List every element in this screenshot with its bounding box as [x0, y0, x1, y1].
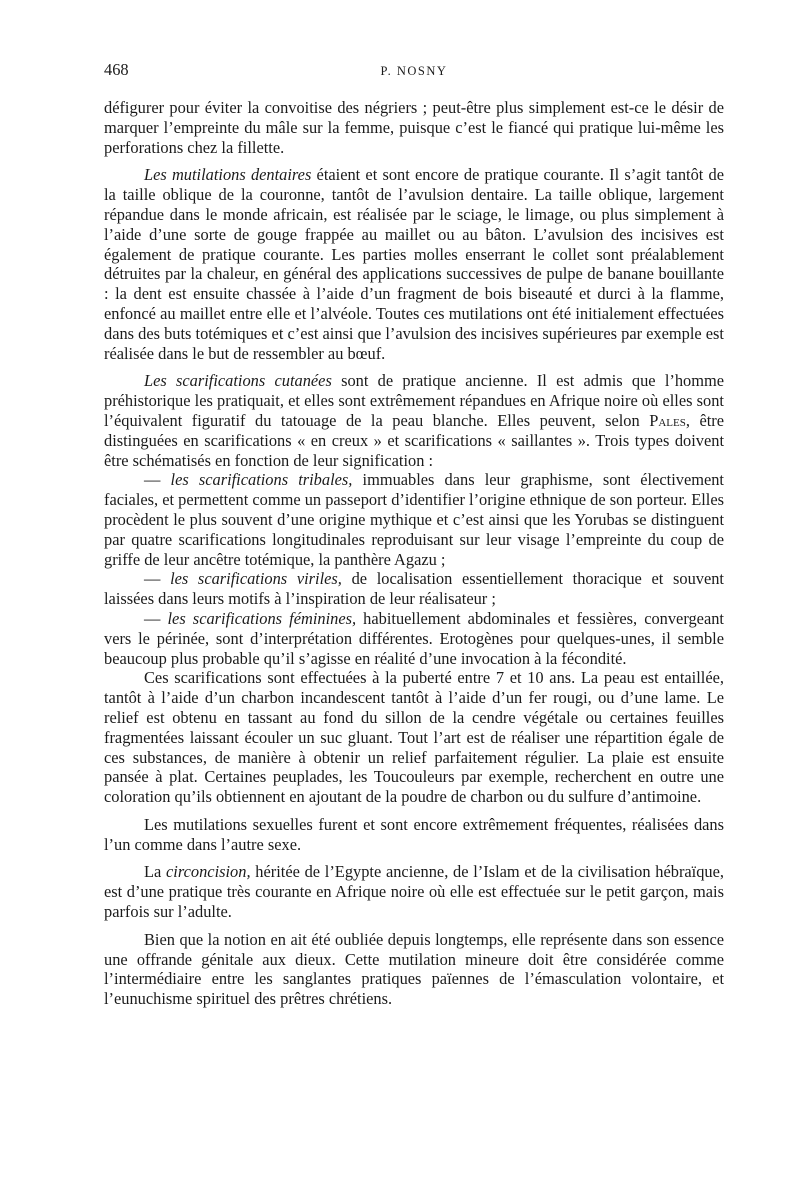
page-number: 468 — [104, 60, 129, 79]
paragraph-text: étaient et sont encore de pratique courante. Il s’agit tantôt de la taille oblique de la couronne, tantôt de l’avulsion dentaire. La taille oblique, largement répandue dans le monde africain, est réalisée par le sciage, le limage, ou plus simplement à l’aide d’une sorte de gouge frappée au maillet ou au bâton. L’avulsion des incisives est également de pratique courante. Les parties molles enserrant le collet sont préalablement détruites par la chaleur, en général des applications successives de pulpe de banane bouillante : la dent est ensuite chassée à l’aide d’un fragment de bois biseauté et durci à la flamme, enfoncé au maillet entre elle et l’alvéole. Toutes ces mutilations ont été initialement effectuées dans des buts totémiques et c’est ainsi que l’avulsion des incisives supérieures par exemple est réalisée dans le but de ressembler au bœuf. — [104, 165, 725, 363]
paragraph-puberty: Ces scarifications sont effectuées à la puberté entre 7 et 10 ans. La peau est entaillée, tantôt à l’aide d’un charbon incandescent tantôt à l’aide d’un fer rougi, ou d’une lame. Le relief est obtenu en tassant au fond du sillon de la cendre végétale ou certaines feuilles fragmentées laissant écouler un suc gluant. Tout l’art est de réaliser une répartition égale de ces substances, de manière à obtenir un relief parfaitement régulier. La plaie est ensuite pansée à plat. Certaines peuplades, les Toucouleurs par exemple, recherchent en outre une coloration qu’ils obtiennent en ajoutant de la poudre de charbon ou du sulfure d’antimoine. — [104, 668, 724, 807]
list-item-virile — [104, 569, 724, 609]
paragraph-term: Les scarifications cutanées — [144, 371, 332, 391]
paragraph-text: sont de pratique ancienne. Il est admis que l’homme préhistorique les pratiquait, et elles sont extrêmement répandues en Afrique noire où elles sont l’équivalent figuratif du tatouage de la peau blanche. Elles peuvent, selon — [104, 371, 724, 430]
paragraph-text: héritée de l’Egypte ancienne, de l’Islam et de la civilisation hébraïque, est d’une pratique très courante en Afrique noire où elle est effectuée sur le petit garçon, mais parfois sur l’adulte. — [104, 862, 724, 922]
list-item-text: de localisation essentiellement thoracique et souvent laissées dans leurs motifs à l’inspiration de leur réalisateur ; — [104, 569, 724, 609]
paragraph-sexual-mutilations: Les mutilations sexuelles furent et sont encore extrêmement fréquentes, réalisées dans l’un comme dans l’autre sexe. — [104, 814, 724, 854]
list-item-term: les scarifications tribales, — [170, 470, 353, 490]
list-item-term: les scarifications viriles, — [170, 569, 342, 589]
list-dash: — — [144, 470, 171, 490]
running-head: P. NOSNY — [380, 64, 448, 78]
list-dash: — — [144, 608, 168, 628]
list-dash: — — [144, 569, 171, 589]
document-page — [104, 60, 724, 1009]
list-item-text: immuables dans leur graphisme, sont électivement faciales, et permettent comme un passeport d’identifier l’origine ethnique de son porteur. Elles procèdent le plus souvent d’une origine mythique et c’est ainsi que les Yorubas se distinguent par quatre scarifications longitudinales reproduisant sur leur visage l’empreinte du coup de griffe de leur ancêtre totémique, la panthère Agazu ; — [104, 470, 724, 569]
paragraph-circumcision — [104, 862, 724, 921]
list-item-feminine — [104, 609, 724, 668]
paragraph-term: Les mutilations dentaires — [144, 165, 312, 185]
paragraph-1: défigurer pour éviter la convoitise des négriers ; peut-être plus simplement est-ce le désir de marquer l’empreinte du mâle sur la femme, puisque c’est le fiancé qui pratique lui-même les perforations chez la fillette. — [104, 98, 724, 157]
list-item-text: habituellement abdominales et fessières, convergeant vers le périnée, sont d’interprétation différentes. Erotogènes pour quelques-unes, il semble beaucoup plus probable qu’il s’agisse en réalité d’une invocation à la fécondité. — [104, 608, 724, 668]
paragraph-cutaneous-scarifications — [104, 371, 724, 470]
author-name: Pales — [649, 410, 686, 430]
paragraph-dental-mutilations — [104, 165, 724, 363]
paragraph-text: , être distinguées en scarifications « en creux » et scarifications « saillantes ». Trois types doivent être schématisés en fonction de leur signification : — [104, 410, 725, 470]
paragraph-text: La — [144, 862, 167, 882]
list-item-tribal — [104, 470, 724, 569]
paragraph-term: circoncision, — [166, 862, 251, 882]
page-header — [104, 60, 724, 86]
paragraph-offering: Bien que la notion en ait été oubliée depuis longtemps, elle représente dans son essence une offrande génitale aux dieux. Cette mutilation mineure doit être considérée comme l’intermédiaire entre les sanglantes pratiques païennes de l’émasculation volontaire, et l’eunuchisme spirituel des prêtres chrétiens. — [104, 929, 724, 1009]
list-item-term: les scarifications féminines, — [167, 608, 357, 628]
